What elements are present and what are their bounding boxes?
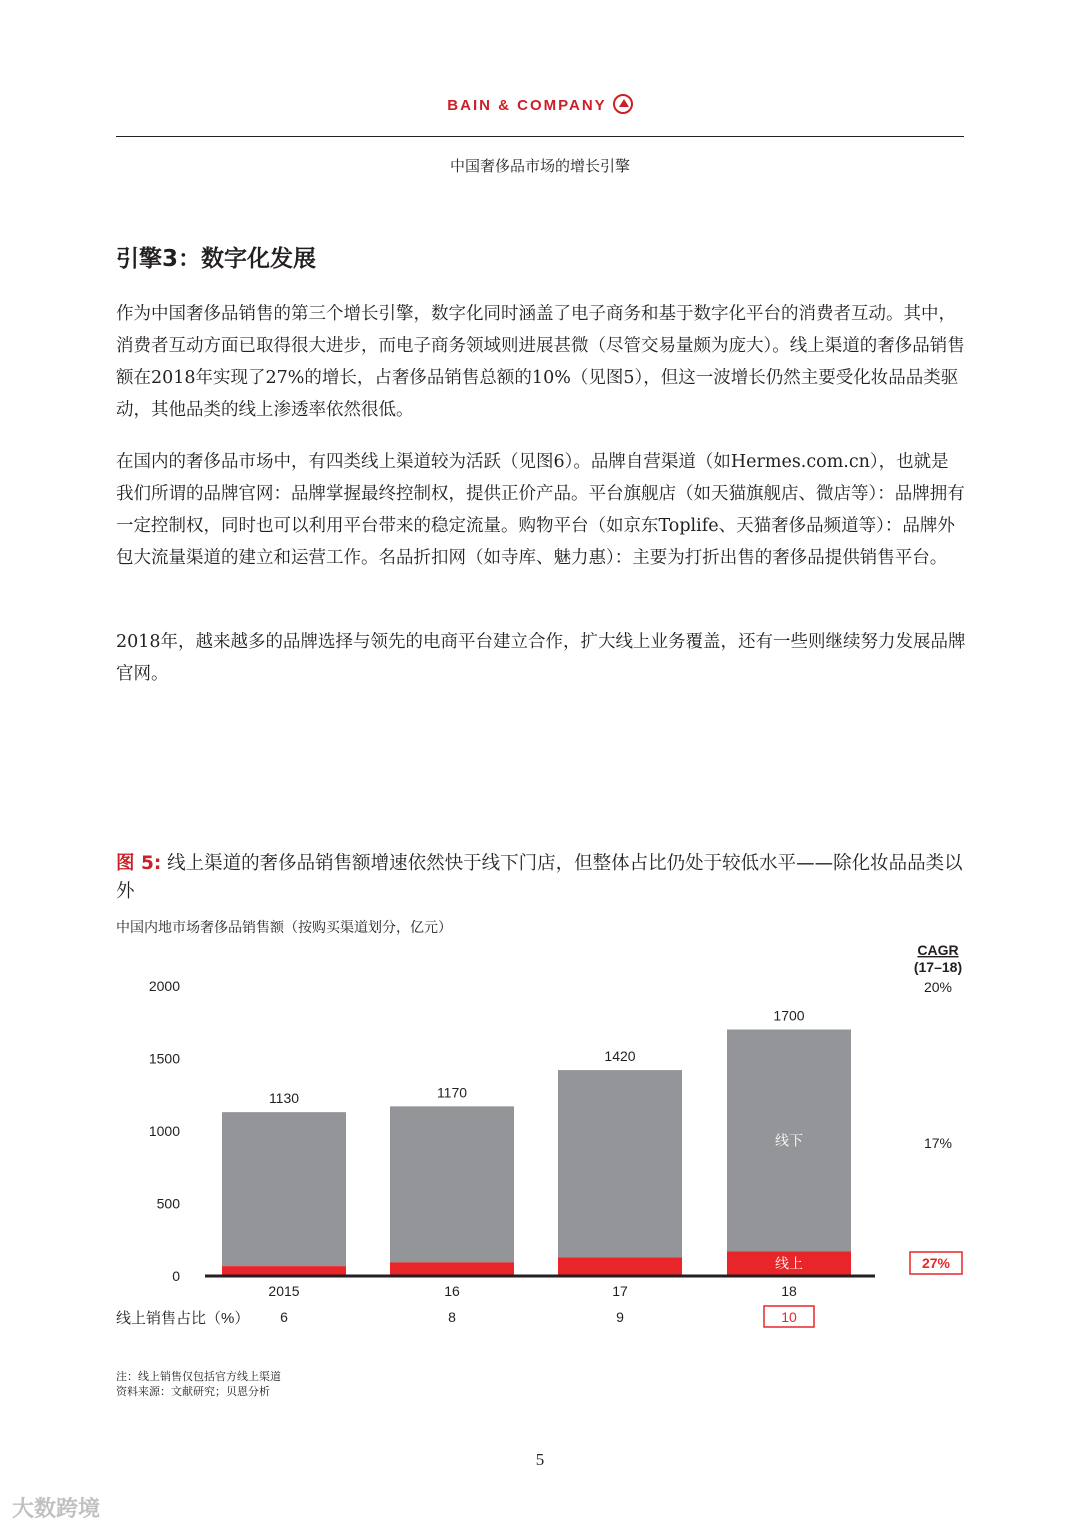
online-share-value: 8 bbox=[448, 1309, 456, 1325]
page-number: 5 bbox=[535, 1450, 545, 1469]
x-tick-label: 17 bbox=[612, 1283, 628, 1299]
y-tick-label: 2000 bbox=[148, 978, 180, 994]
running-title: 中国奢侈品市场的增长引擎 bbox=[449, 157, 630, 175]
online-share-value: 9 bbox=[616, 1309, 624, 1325]
brand-name: BAIN & COMPANY bbox=[447, 97, 607, 114]
section-title: 引擎3：数字化发展 bbox=[116, 246, 317, 272]
bar-offline bbox=[222, 1112, 346, 1266]
bar-total-label: 1420 bbox=[604, 1048, 636, 1065]
y-tick-label: 0 bbox=[172, 1268, 180, 1284]
cagr-online: 27% bbox=[921, 1255, 951, 1271]
bar-online bbox=[390, 1262, 514, 1276]
watermark: 大数跨境 bbox=[12, 1497, 101, 1522]
chart-source: 资料来源：文献研究；贝恩分析 bbox=[116, 1385, 270, 1398]
share-row-label: 线上销售占比（%） bbox=[116, 1310, 250, 1327]
bar-total-label: 1130 bbox=[268, 1090, 300, 1107]
chart-subtitle: 中国内地市场奢侈品销售额（按购买渠道划分，亿元） bbox=[116, 920, 452, 936]
bar-total-label: 1170 bbox=[436, 1084, 468, 1101]
paragraph-2: 在国内的奢侈品市场中，有四类线上渠道较为活跃（见图6）。品牌自营渠道（如Hermes.com.cn），也就是我们所谓的品牌官网：品牌掌握最终控制权，提供正价产品。平台旗舰店（如天猫旗舰店、微店等）：品牌拥有一定控制权，同时也可以利用平台带来的稳定流量。购物平台（如京东Toplife、天猫奢侈品频道等）：品牌外包大流量渠道的建立和运营工作。名品折扣网（如寺库、魅力惠）：主要为打折出售的奢侈品提供销售平台。 bbox=[116, 452, 965, 568]
online-share-value: 6 bbox=[280, 1309, 288, 1325]
x-tick-label: 2015 bbox=[268, 1283, 300, 1299]
x-tick-label: 16 bbox=[444, 1283, 460, 1299]
bar-online bbox=[558, 1257, 682, 1276]
figure-label: 图 5: bbox=[116, 853, 162, 874]
segment-label-online: 线上 bbox=[775, 1255, 803, 1272]
online-share-value: 10 bbox=[781, 1309, 797, 1325]
paragraph-3: 2018年，越来越多的品牌选择与领先的电商平台建立合作，扩大线上业务覆盖，还有一些则继续努力发展品牌官网。 bbox=[116, 632, 966, 684]
chart-note: 注：线上销售仅包括官方线上渠道 bbox=[116, 1370, 281, 1383]
cagr-period: (17–18) bbox=[913, 959, 963, 975]
y-tick-label: 1500 bbox=[148, 1050, 180, 1067]
figure-caption: 线上渠道的奢侈品销售额增速依然快于线下门店，但整体占比仍处于较低水平——除化妆品品类以外 bbox=[116, 853, 963, 902]
bar-total-label: 1700 bbox=[773, 1007, 805, 1024]
cagr-header: CAGR bbox=[917, 942, 959, 958]
y-tick-label: 1000 bbox=[148, 1123, 180, 1139]
cagr-total: 20% bbox=[923, 979, 953, 995]
cagr-offline: 17% bbox=[923, 1135, 953, 1151]
paragraph-1: 作为中国奢侈品销售的第三个增长引擎，数字化同时涵盖了电子商务和基于数字化平台的消费者互动。其中，消费者互动方面已取得很大进步，而电子商务领域则进展甚微（尽管交易量颇为庞大）。线上渠道的奢侈品销售额在2018年实现了27%的增长，占奢侈品销售总额的10%（见图5），但这一波增长仍然主要受化妆品品类驱动，其他品类的线上渗透率依然很低。 bbox=[116, 304, 965, 420]
bar-offline bbox=[390, 1106, 514, 1262]
x-tick-label: 18 bbox=[781, 1283, 797, 1299]
y-tick-label: 500 bbox=[156, 1195, 180, 1212]
segment-label-offline: 线下 bbox=[775, 1132, 803, 1149]
bar-offline bbox=[558, 1070, 682, 1257]
